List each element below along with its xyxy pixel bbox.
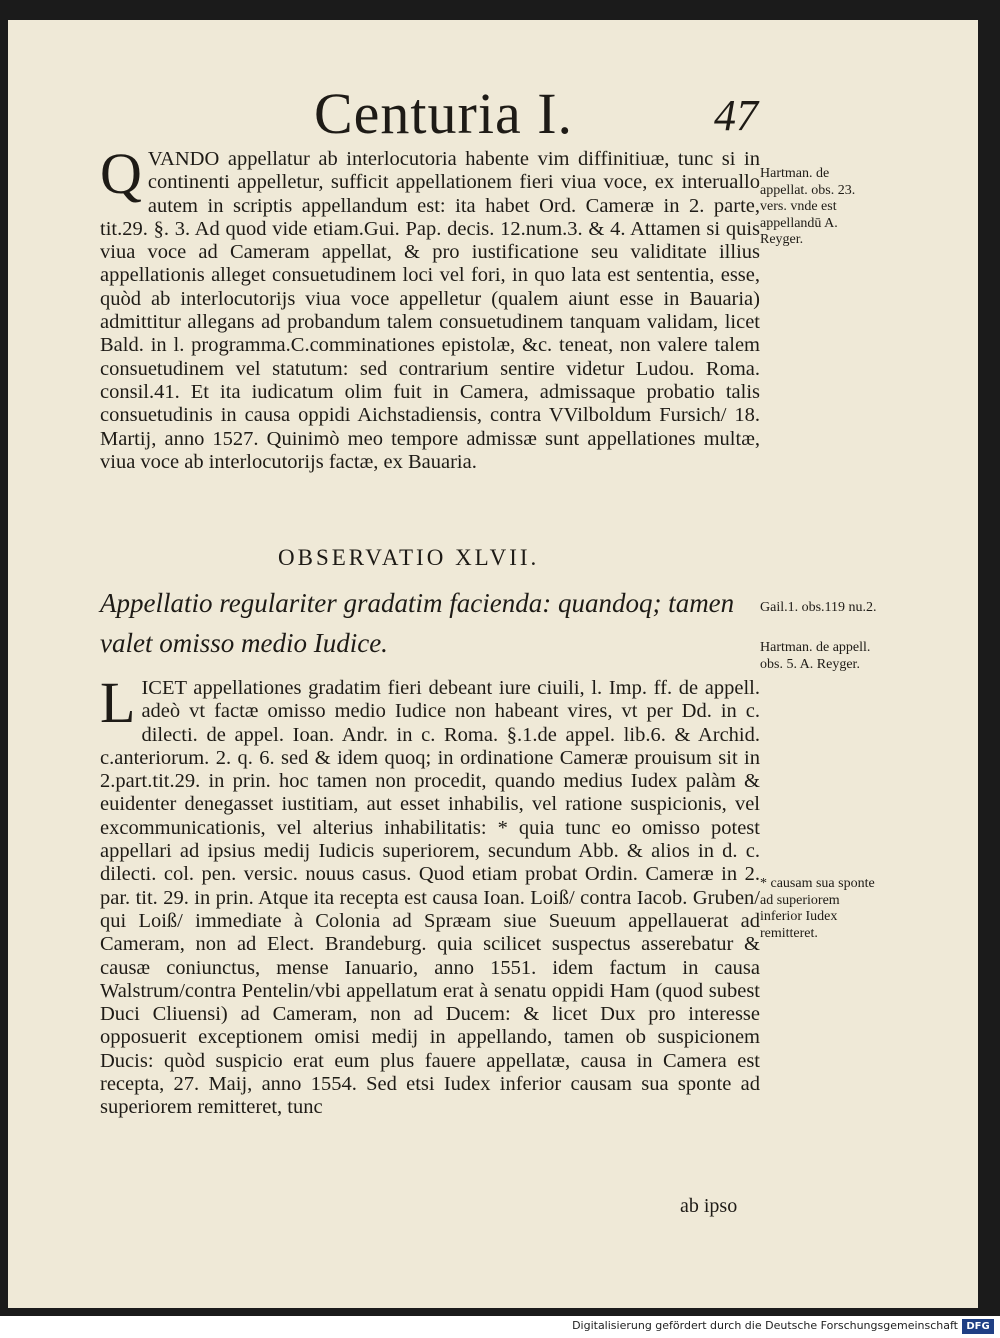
- intro-text: VANDO appellatur ab interlocutoria habente vim diffinitiuæ, tunc si in continenti appelletur, sufficit appellationem fieri viua voce, ex interuallo autem in scriptis appellandum est: ita habet Ord. Cameræ in 2. parte, tit.29. §. 3. Ad quod vide etiam.Gui. Pap. decis. 12.num.3. & 4. Attamen si quis viua voce ad Cameram appellat, & pro iustificatione seu validitate illius appellationis alleget consuetudinem loci vel fori, in quo lata est sententia, esse, quòd ab interlocutorijs viua voce appelletur (qualem aiunt esse in Bauaria) admittitur allegans ad probandum talem consuetudinem tanquam validam, licet Bald. in l. programma.C.comminationes epistolæ, &c. teneat, non valere talem consuetudinem vel statutum: sed contrarium sentire videtur Ludou. Roma. consil.41. Et ita iudicatum olim fuit in Camera, admissaque probatio talis consuetudinis in causa oppidi Aichstadiensis, contra VVilboldum Fursich/ 18. Martij, anno 1527. Quinimò meo tempore admissæ sunt appellationes multæ, viua voce ab interlocutorijs factæ, ex Bauaria.: [100, 148, 760, 473]
- catchword: ab ipso: [680, 1195, 738, 1217]
- intro-paragraph: [100, 141, 760, 474]
- footer-credit: Digitalisierung gefördert durch die Deutsche Forschungsgemeinschaft: [572, 1319, 958, 1332]
- margin-note: Hartman. de appellat. obs. 23. vers. vnde est appellandū A. Reyger.: [760, 166, 856, 247]
- margin-note: Hartman. de appell. obs. 5. A. Reyger.: [760, 640, 871, 672]
- drop-cap: Q: [100, 141, 142, 206]
- dfg-logo: DFG: [962, 1319, 994, 1334]
- observation-title: Appellatio regulariter gradatim facienda: quandoq; tamen valet omisso medio Iudice.: [100, 588, 735, 658]
- observation-text: ICET appellationes gradatim fieri debeant iure ciuili, l. Imp. ff. de appell. adeò vt factæ omisso medio Iudice non habeant vires, vt per Dd. in c. dilecti. de appel. Ioan. Andr. in c. Roma. §.1.de appel. lib.6. & Archid. c.anteriorum. 2. q. 6. sed & idem quoq; in ordinatione Cameræ prouisum sit in 2.part.tit.29. in prin. hoc tamen non procedit, quando medius Iudex palàm & euidenter denegasset iustitiam, aut esset inhabilis, vel ratione suspicionis, vel excommunicationis, vel alterius inhabilitatis: * quia tunc eo omisso potest appellari ad ipsius medij Iudicis superiorem, secundum Abb. & alios in d. c. dilecti. col. pen. versic. nouus casus. Quod etiam probat Ordin. Cameræ in 2. par. tit. 29. in prin. Atque ita recepta est causa Ioan. Loiß/ contra Iacob. Gruben/ qui Loiß/ immediate à Colonia ad Spræam siue Sueuum appellauerat ad Cameram, non ad Elect. Brandeburg. quia scilicet suspectus asserebatur & causæ coniunctus, mense Ianuario, anno 1551. idem factum in causa Walstrum/contra Pentelin/vbi appellatum erat à senatu oppidi Ham (quod subest Duci Cliuensi) ad Cameram, non ad Ducem: & licet Dux pro interesse opposuerit exceptionem omisi medij in appellando, tamen ob suspicionem Ducis: quòd suspicio erat eum plus fauere appellatæ, causa in Camera est recepta, 27. Maij, anno 1554. Sed etsi Iudex inferior causam sua sponte ad superiorem remitteret, tunc: [100, 677, 760, 1119]
- observation-heading: OBSERVATIO XLVII.: [278, 545, 540, 570]
- page-header-title: Centuria I.: [314, 81, 574, 146]
- observation-paragraph: [100, 670, 760, 1120]
- drop-cap: L: [100, 670, 136, 735]
- margin-note: Gail.1. obs.119 nu.2.: [760, 600, 877, 615]
- page-number: 47: [714, 91, 758, 140]
- margin-note: * causam sua sponte ad superiorem inferior Iudex remitteret.: [760, 876, 875, 941]
- footer-bar: [0, 1316, 1000, 1338]
- book-page: [8, 20, 978, 1308]
